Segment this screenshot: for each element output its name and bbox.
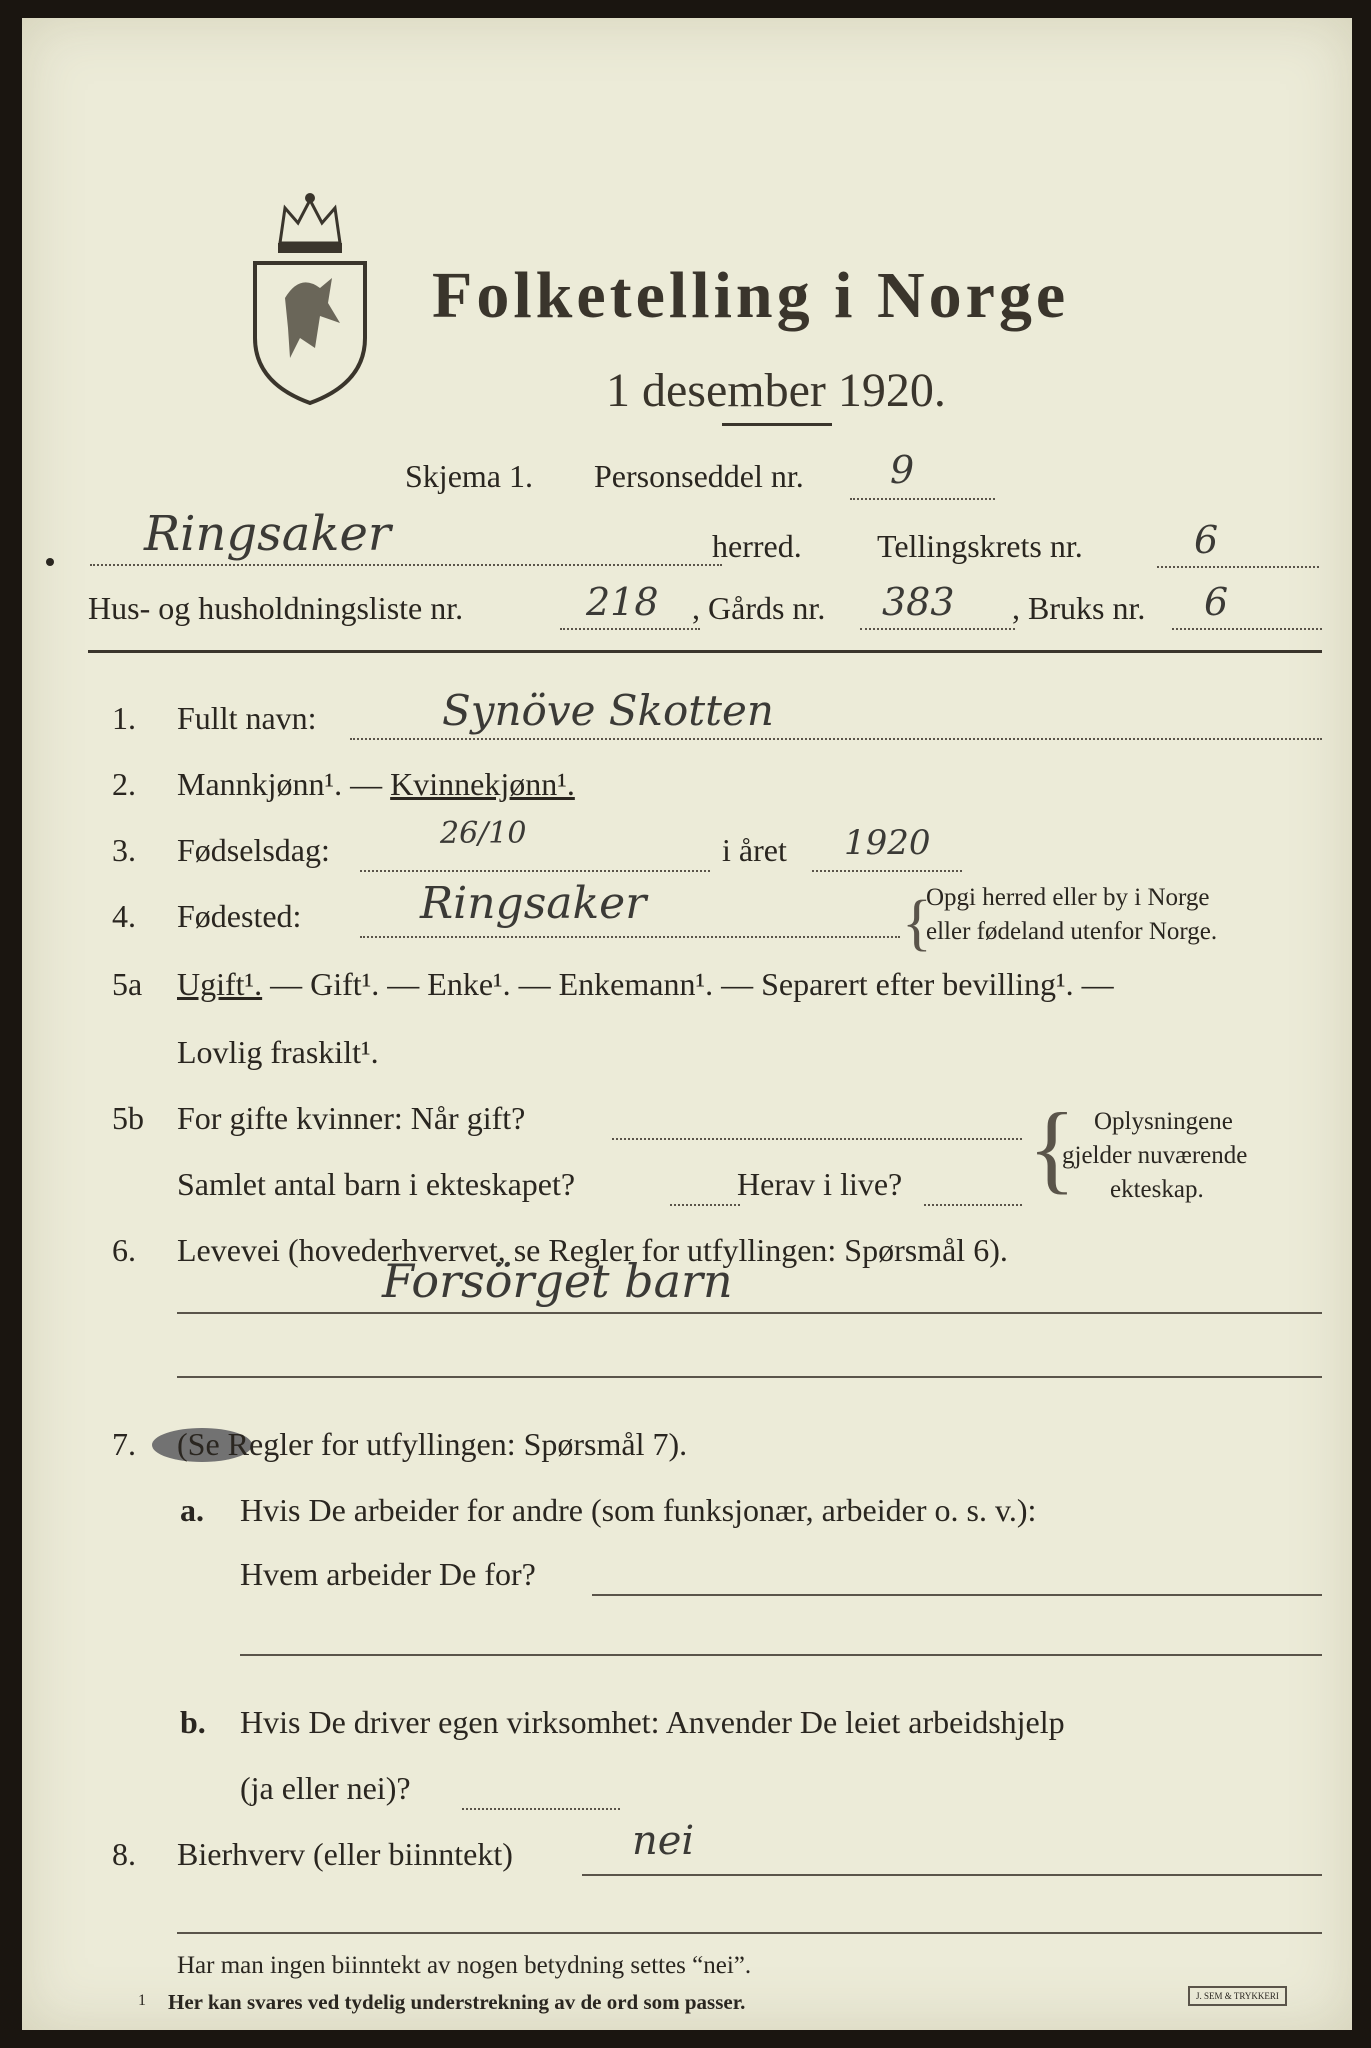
q5a-text: [177, 966, 1114, 1003]
q6-line-1: [177, 1312, 1322, 1314]
coat-of-arms-icon: [240, 188, 380, 408]
footnote-mark: 1: [138, 1992, 146, 2009]
hus-value: 218: [586, 580, 659, 624]
bruks-value: 6: [1204, 580, 1229, 624]
header-divider: [88, 650, 1322, 653]
q3-label: Fødselsdag:: [177, 832, 330, 868]
q7a-line-2: [240, 1654, 1322, 1656]
q5b-line-3: [924, 1204, 1022, 1206]
q8-label: Bierhverv (eller biinntekt): [177, 1836, 513, 1872]
q3-year-label: i året: [722, 832, 787, 868]
q1-label: Fullt navn:: [177, 700, 317, 736]
q3-value: 26/10: [440, 816, 527, 851]
q5b-note-2: gjelder nuværende: [1062, 1142, 1248, 1169]
bruks-line: [1172, 628, 1322, 630]
q5a-options: — Gift¹. — Enke¹. — Enkemann¹. — Separert efter bevilling¹. —: [262, 966, 1114, 1002]
title-divider: [722, 423, 832, 426]
personseddel-label: Personseddel nr.: [594, 458, 804, 494]
bruks-label: , Bruks nr.: [1012, 590, 1146, 626]
q6-line-2: [177, 1376, 1322, 1378]
q5a-number: 5a: [112, 966, 143, 1002]
footer-note: Har man ingen biinntekt av nogen betydning settes “nei”.: [177, 1952, 752, 1979]
q3-year-value: 1920: [844, 823, 931, 863]
q7a-text: Hvis De arbeider for andre (som funksjonær, arbeider o. s. v.):: [240, 1492, 1037, 1528]
q6-value: Forsörget barn: [382, 1254, 733, 1308]
q4-note-2: eller fødeland utenfor Norge.: [926, 918, 1218, 945]
herred-line: [90, 564, 722, 566]
q4-number: 4.: [112, 898, 136, 934]
q8-value: nei: [632, 1818, 695, 1864]
q5b-line-1: [612, 1138, 1022, 1140]
q4-brace: {: [902, 889, 932, 957]
tellingskrets-label: Tellingskrets nr.: [877, 528, 1083, 564]
tellingskrets-line: [1157, 566, 1319, 568]
q7-label: (Se Regler for utfyllingen: Spørsmål 7).: [177, 1426, 688, 1462]
q5b-note-1: Oplysningene: [1094, 1108, 1233, 1135]
q7a-line-1: [592, 1594, 1322, 1596]
q2-female-underlined: Kvinnekjønn¹.: [390, 766, 575, 802]
q5b-label-2: Samlet antal barn i ekteskapet?: [177, 1166, 576, 1202]
footnote: Her kan svares ved tydelig understrekning av de ord som passer.: [168, 1990, 746, 2014]
q7a-letter: a.: [180, 1492, 204, 1528]
q2-number: 2.: [112, 766, 136, 802]
q5b-label-3: Herav i live?: [737, 1166, 903, 1202]
census-form: [22, 18, 1352, 2030]
q5b-note-3: ekteskap.: [1110, 1176, 1204, 1203]
q4-value: Ringsaker: [420, 878, 647, 929]
personseddel-line: [850, 498, 995, 500]
personseddel-value: 9: [890, 448, 915, 492]
q5b-line-2: [670, 1204, 740, 1206]
q4-note-1: Opgi herred eller by i Norge: [926, 884, 1210, 911]
q7a-text-2: Hvem arbeider De for?: [240, 1556, 536, 1592]
q6-label: Levevei (hovederhvervet, se Regler for utfyllingen: Spørsmål 6).: [177, 1232, 1008, 1268]
q5b-label-1: For gifte kvinner: Når gift?: [177, 1100, 526, 1136]
q2-text: [177, 766, 575, 803]
form-title: Folketelling i Norge: [432, 259, 1070, 332]
q5a-line2: Lovlig fraskilt¹.: [177, 1034, 379, 1070]
q7b-text-2: (ja eller nei)?: [240, 1770, 411, 1806]
tellingskrets-value: 6: [1194, 518, 1219, 562]
q6-number: 6.: [112, 1232, 136, 1268]
q8-number: 8.: [112, 1836, 136, 1872]
q7-number: 7.: [112, 1426, 136, 1462]
q4-label: Fødested:: [177, 898, 302, 934]
q2-male: Mannkjønn¹. —: [177, 766, 391, 802]
hus-label: Hus- og husholdningsliste nr.: [88, 590, 464, 626]
q8-line-1: [582, 1874, 1322, 1876]
gards-label: , Gårds nr.: [692, 590, 826, 626]
q5b-brace: {: [1028, 1092, 1076, 1203]
q3-line: [360, 870, 710, 872]
q8-line-2: [177, 1932, 1322, 1934]
q5b-number: 5b: [112, 1100, 144, 1136]
hus-line: [560, 628, 700, 630]
herred-label: herred.: [712, 528, 802, 564]
q1-number: 1.: [112, 700, 136, 736]
q1-line: [350, 738, 1322, 740]
q5a-ugift-underlined: Ugift¹.: [177, 966, 263, 1002]
gards-line: [860, 628, 1015, 630]
printer-stamp: J. SEM & TRYKKERI: [1188, 1986, 1287, 2006]
herred-value: Ringsaker: [144, 506, 391, 562]
form-date: 1 desember 1920.: [606, 364, 946, 417]
q4-line: [360, 936, 900, 938]
q7b-line: [462, 1808, 620, 1810]
margin-dot: [46, 558, 54, 566]
q3-year-line: [812, 870, 962, 872]
q7b-letter: b.: [180, 1704, 206, 1740]
q3-number: 3.: [112, 832, 136, 868]
skjema-label: Skjema 1.: [405, 458, 533, 494]
gards-value: 383: [882, 580, 955, 624]
q7b-text: Hvis De driver egen virksomhet: Anvender De leiet arbeidshjelp: [240, 1704, 1065, 1740]
q1-value: Synöve Skotten: [442, 686, 774, 735]
